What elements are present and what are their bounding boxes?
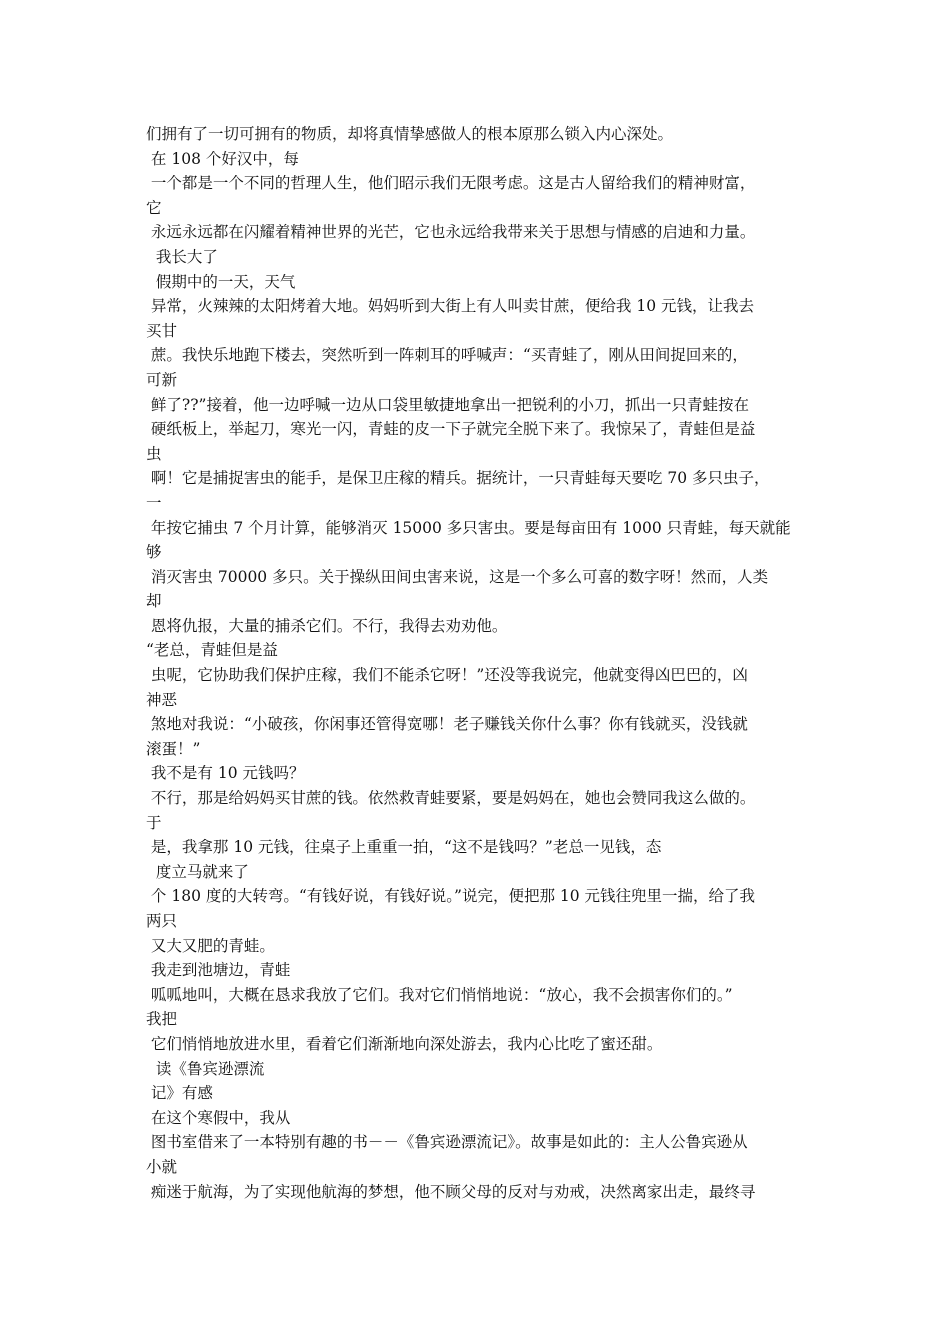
- text-line: 一个都是一个不同的哲理人生，他们昭示我们无限考虑。这是古人留给我们的精神财富，: [146, 174, 756, 193]
- text-line: 痴迷于航海，为了实现他航海的梦想，他不顾父母的反对与劝戒，决然离家出走，最终寻: [146, 1182, 756, 1201]
- text-line: 个 180 度的大转弯。“有钱好说，有钱好说。”说完，便把那 10 元钱往兜里一揣，给了我: [146, 887, 756, 906]
- text-line: 图书室借来了一本特别有趣的书－－《鲁宾逊漂流记》。故事是如此的：主人公鲁宾逊从: [146, 1133, 748, 1152]
- text-line: 一: [146, 493, 162, 512]
- text-line: 我不是有 10 元钱吗？: [146, 764, 305, 783]
- text-line: 又大又肥的青蛙。: [146, 936, 275, 955]
- text-line: 在 108 个好汉中，每: [146, 149, 299, 168]
- text-line: 小就: [146, 1157, 178, 1176]
- text-line: 呱呱地叫，大概在恳求我放了它们。我对它们悄悄地说：“放心，我不会损害你们的。”: [146, 985, 733, 1004]
- text-line: 读《鲁宾逊漂流: [146, 1059, 265, 1078]
- text-line: 我把: [146, 1010, 178, 1029]
- text-line: 蔗。我快乐地跑下楼去，突然听到一阵刺耳的呼喊声：“买青蛙了，刚从田间捉回来的，: [146, 346, 748, 365]
- text-line: 买甘: [146, 321, 178, 340]
- text-line: 虫: [146, 444, 162, 463]
- text-line: 啊！它是捕捉害虫的能手，是保卫庄稼的精兵。据统计，一只青蛙每天要吃 70 多只虫子，: [146, 469, 770, 488]
- text-line: 假期中的一天，天气: [146, 272, 296, 291]
- text-line: 在这个寒假中，我从: [146, 1108, 291, 1127]
- text-line: 永远永远都在闪耀着精神世界的光芒，它也永远给我带来关于思想与情感的启迪和力量。: [146, 223, 756, 242]
- text-line: 不行，那是给妈妈买甘蔗的钱。依然救青蛙要紧，要是妈妈在，她也会赞同我这么做的。: [146, 789, 756, 808]
- text-line: 记》有感: [146, 1084, 213, 1103]
- text-line: 虫呢，它协助我们保护庄稼，我们不能杀它呀！”还没等我说完，他就变得凶巴巴的，凶: [146, 666, 748, 685]
- text-line: 我长大了: [146, 247, 218, 266]
- text-line: 我走到池塘边，青蛙: [146, 961, 291, 980]
- text-line: 两只: [146, 912, 178, 930]
- text-line: 神恶: [146, 690, 178, 709]
- text-line: 鲜了??”接着，他一边呼喊一边从口袋里敏捷地拿出一把锐利的小刀，抓出一只青蛙按在: [146, 395, 749, 414]
- text-line: 它: [146, 198, 162, 217]
- text-line: 够: [146, 543, 162, 562]
- text-line: “老总，青蛙但是益: [146, 641, 278, 660]
- text-line: 消灭害虫 70000 多只。关于操纵田间虫害来说，这是一个多么可喜的数字呀！然而，人类: [146, 567, 769, 586]
- text-line: 滚蛋！”: [146, 739, 201, 758]
- document-body-text: [146, 122, 826, 1204]
- text-line: 硬纸板上，举起刀，寒光一闪，青蛙的皮一下子就完全脱下来了。我惊呆了，青蛙但是益: [146, 420, 756, 439]
- text-line: 年按它捕虫 7 个月计算，能够消灭 15000 多只害虫。要是每亩田有 1000 只青蛙，每天就能: [146, 518, 791, 537]
- text-line: 是，我拿那 10 元钱，往桌子上重重一拍，“这不是钱吗？”老总一见钱，态: [146, 838, 662, 857]
- text-line: 它们悄悄地放进水里，看着它们渐渐地向深处游去，我内心比吃了蜜还甜。: [146, 1034, 663, 1053]
- text-line: 于: [146, 813, 162, 832]
- text-line: 度立马就来了: [146, 862, 249, 881]
- text-line: 恩将仇报，大量的捕杀它们。不行，我得去劝劝他。: [146, 616, 508, 635]
- text-line: 异常，火辣辣的太阳烤着大地。妈妈听到大街上有人叫卖甘蔗，便给我 10 元钱，让我去: [146, 297, 755, 316]
- text-line: 可新: [146, 370, 178, 389]
- text-line: 们拥有了一切可拥有的物质，却将真情挚感做人的根本原那么锁入内心深处。: [146, 125, 674, 143]
- text-line: 煞地对我说：“小破孩，你闲事还管得宽哪！老子赚钱关你什么事？你有钱就买，没钱就: [146, 715, 748, 734]
- text-line: 却: [146, 592, 162, 611]
